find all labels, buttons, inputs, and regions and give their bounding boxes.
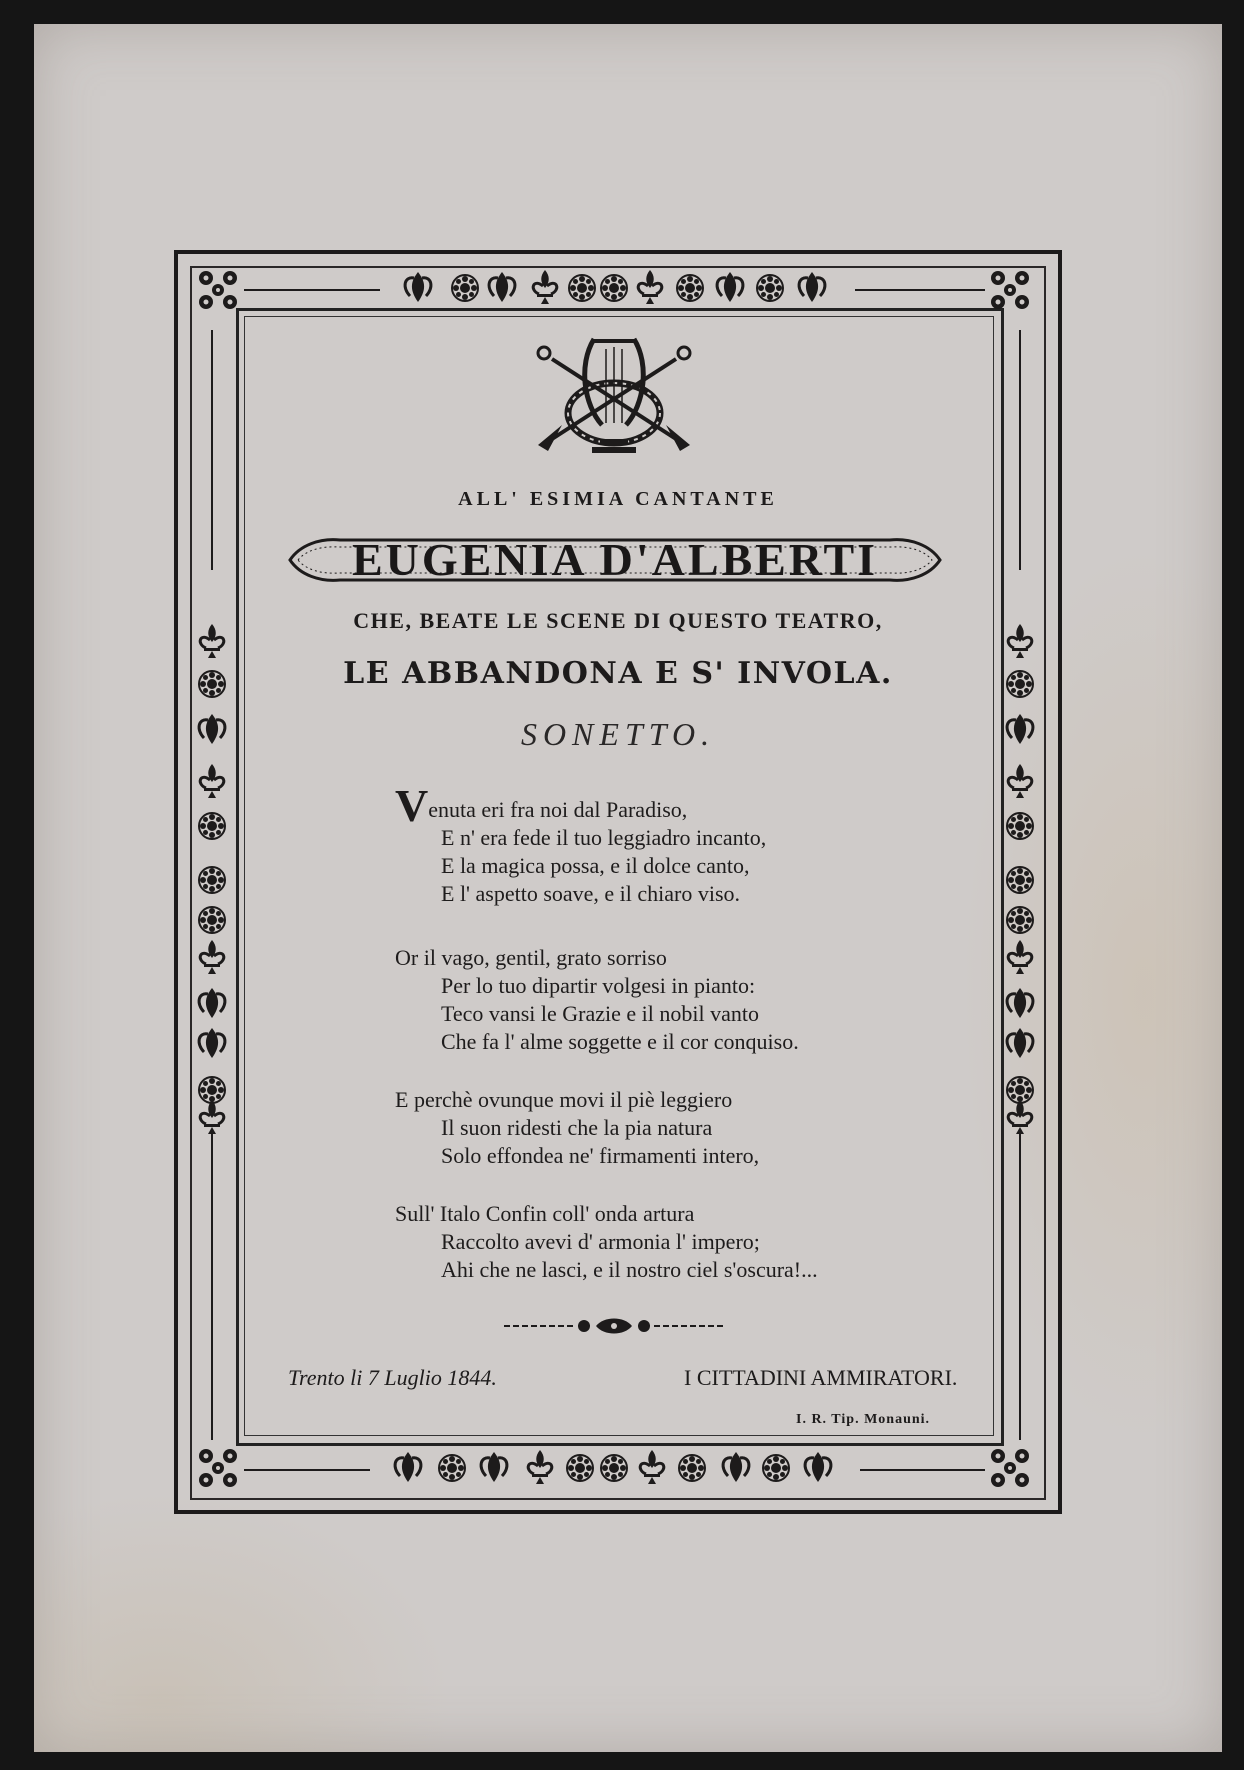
lyre-trumpets-wreath-icon [538,339,690,453]
printer-credit: I. R. Tip. Monauni. [796,1412,931,1427]
poem-line: E perchè ovunque movi il piè leggiero [395,1087,733,1112]
drop-cap: V [395,780,429,831]
poem-line: Per lo tuo dipartir volgesi in pianto: [441,973,756,998]
top-ornament-strip [405,270,825,304]
subtitle-line-2: LE ABBANDONA E S' INVOLA. [343,656,893,691]
place-and-date: Trento li 7 Luglio 1844. [288,1365,497,1390]
corner-rosette-icon [988,1446,1032,1490]
subtitle-line-1: CHE, BEATE LE SCENE DI QUESTO TEATRO, [353,608,883,633]
stanza-3 [395,1086,759,1170]
poem-line: Solo effondea ne' firmamenti intero, [441,1143,760,1168]
poem-line: E n' era fede il tuo leggiadro incanto, [441,825,767,850]
poem-line: Venuta eri fra noi dal Paradiso, [395,780,688,831]
poem-line: Raccolto avevi d' armonia l' impero; [441,1229,760,1254]
poem-line: Or il vago, gentil, grato sorriso [395,945,667,970]
stanza-4 [395,1200,818,1284]
poem-line: Teco vansi le Grazie e il nobil vanto [441,1001,759,1026]
left-ornament-column [199,624,225,1134]
poem-line: Sull' Italo Confin coll' onda artura [395,1201,695,1226]
corner-rosette-icon [196,268,240,312]
corner-rosette-icon [988,268,1032,312]
dedication-heading: ALL' ESIMIA CANTANTE [458,488,778,510]
poem-line: Ahi che ne lasci, e il nostro ciel s'oscura!... [441,1257,818,1282]
singer-name: EUGENIA D'ALBERTI [351,534,879,585]
poem-line: Il suon ridesti che la pia natura [441,1115,713,1140]
right-ornament-column [1007,624,1033,1134]
stanza-2 [395,944,799,1056]
poem-line: E l' aspetto soave, e il chiaro viso. [441,881,741,906]
separator-ornament [504,1319,724,1334]
signature: I CITTADINI AMMIRATORI. [684,1365,958,1390]
corner-rosette-icon [196,1446,240,1490]
stanza-1 [395,780,767,908]
bottom-ornament-strip [395,1450,831,1484]
poem-line: Che fa l' alme soggette e il cor conquiso. [441,1029,799,1054]
poem-title: SONETTO. [520,716,716,752]
poem-line: E la magica possa, e il dolce canto, [441,853,750,878]
